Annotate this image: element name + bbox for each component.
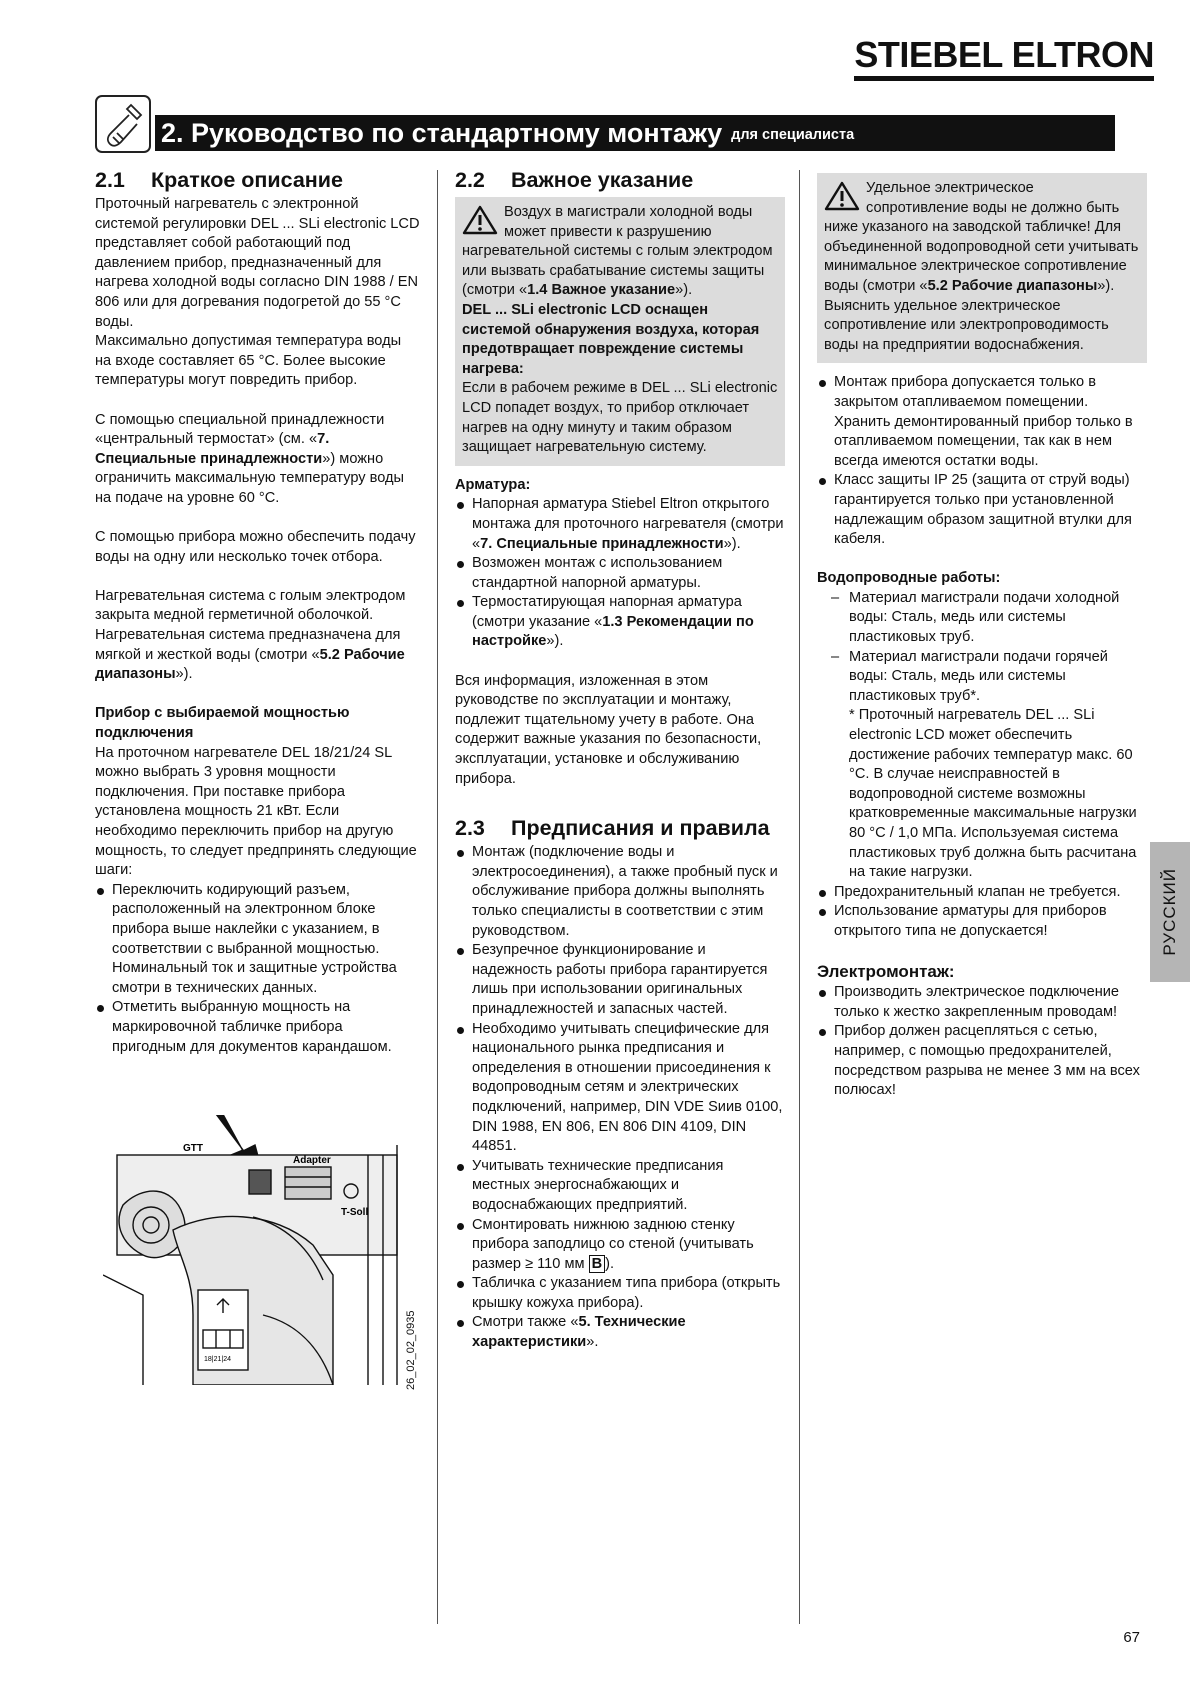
list-item: – Материал магистрали подачи горячей воды: Сталь, медь или системы пластиковых труб*.: [817, 648, 1147, 707]
section-heading-2-2: 2.2 Важное указание: [455, 168, 694, 192]
figure-label-gtt: GTT: [183, 1143, 203, 1154]
figure-label-sockets: 18|21|24: [204, 1356, 231, 1363]
brand-logo: STIEBEL ELTRON: [854, 36, 1154, 81]
list-item: Монтаж прибора допускается только в закрытом отапливаемом помещении. Хранить демонтированный прибор только в отапливаемом помещении, так как в нем всегда имеются остатки воды.: [817, 373, 1147, 471]
bullet-list: [817, 983, 1147, 1101]
figure-label-tsoll: T-Soll: [341, 1207, 369, 1218]
dimension-b-marker: B: [589, 1255, 606, 1273]
column-1: [95, 167, 420, 1057]
list-item: Отметить выбранную мощность на маркировочной табличке прибора пригодным для документов карандашом.: [95, 998, 420, 1057]
footnote: * Проточный нагреватель DEL ... SLi electronic LCD может обеспечить достижение рабочих температур макс. 60 °C. В случае неисправностей в водопроводной системе возможны кратковременные максимальные нагрузки 80 °C / 1,0 МПа. Используемая система пластиковых труб должна быть расчитана на такие нагрузки.: [849, 707, 1137, 881]
list-item: – Материал магистрали подачи холодной воды: Сталь, медь или системы пластиковых труб.: [817, 589, 1147, 648]
bullet-list: [455, 843, 785, 1352]
paragraph: Нагревательная система с голым электродом закрыта медной герметичной оболочкой. Нагревательная система предназначена для мягкой и жесткой воды (смотри «5.2 Рабочие диапазоны»).: [95, 587, 406, 683]
list-item: Переключить кодирующий разъем, расположенный на электронном блоке прибора выше наклейки с указанием, в соответствии с выбранной мощностью. Номинальный ток и защитные устройства смотри в технических данных.: [95, 881, 420, 999]
fittings-heading: Арматура:: [455, 476, 531, 493]
figure-label-adapter: Adapter: [293, 1155, 331, 1166]
chapter-title-bar: [155, 115, 1115, 151]
dash-list: [817, 589, 1147, 707]
section-heading-2-1: 2.1 Краткое описание: [95, 168, 343, 192]
warning-bold: DEL ... SLi electronic LCD оснащен системой обнаружения воздуха, которая предотвращает повреждение системы нагрева:: [462, 301, 760, 377]
list-item: Класс защиты IP 25 (защита от струй воды) гарантируется только при установленной надлежащим образом защитной втулки для кабеля.: [817, 471, 1147, 549]
device-electronics-figure: [103, 1115, 410, 1385]
list-item: Производить электрическое подключение только к жестко закрепленным проводам!: [817, 983, 1147, 1022]
warning-triangle-icon: [824, 181, 860, 211]
language-tab: РУССКИЙ: [1150, 842, 1190, 982]
list-item: Напорная арматура Stiebel Eltron открытого монтажа для проточного нагревателя (смотри «7. Специальные принадлежности»).: [455, 495, 785, 554]
chapter-title: 2. Руководство по стандартному монтажу: [161, 118, 723, 148]
list-item: Предохранительный клапан не требуется.: [817, 883, 1147, 903]
warning-box: Удельное электрическое сопротивление воды не должно быть ниже указаного на заводской табличке! Для объединенной водопроводной сети учитывать минимальное электрическое сопротивление воды (смотри «5.2 Рабочие диапазоны»). Выяснить удельное электрическое сопротивление или электропроводимость воды на предприятии водоснабжения.: [817, 173, 1147, 363]
list-item: Смотри также «5. Технические характеристики».: [455, 1313, 785, 1352]
paragraph: Вся информация, изложенная в этом руководстве по эксплуатации и монтажу, подлежит тщательному учету в работе. Она содержит важные указания по безопасности, эксплуатации, установке и обслуживанию прибора.: [455, 672, 762, 787]
list-item: Табличка с указанием типа прибора (открыть крышку кожуха прибора).: [455, 1274, 785, 1313]
list-item: Возможен монтаж с использованием стандартной напорной арматуры.: [455, 554, 785, 593]
list-item: Смонтировать нижнюю заднюю стенку прибора заподлицо со стеной (учитывать размер ≥ 110 мм B ).: [455, 1216, 785, 1275]
electro-heading: Электромонтаж:: [817, 962, 955, 982]
paragraph: С помощью специальной принадлежности «центральный термостат» (см. «7. Специальные принадлежности») можно ограничить максимальную температуру воды на подаче на уровне 60 °C.: [95, 411, 405, 506]
list-item: Учитывать технические предписания местных энергоснабжающих и водоснабжающих предприятий.: [455, 1157, 785, 1216]
figure-code: 26_02_02_0935: [405, 1310, 417, 1390]
paragraph: На проточном нагревателе DEL 18/21/24 SL можно выбрать 3 уровня мощности подключения. При поставке прибора установлена мощность 21 кВт. Если необходимо переключить прибор на другую мощность, то следует предпринять следующие шаги:: [95, 744, 417, 879]
bullet-list: [455, 495, 785, 652]
paragraph: Проточный нагреватель с электронной системой регулировки DEL ... SLi electronic LCD представляет собой работающий под давлением прибор, предназначенный для нагрева холодной воды согласно DIN 1988 / EN 806 или для догревания подогретой до 55 °C воды.: [95, 196, 420, 330]
column-divider: [437, 170, 438, 1624]
chapter-subtitle: для специалиста: [731, 127, 855, 144]
list-item: Термостатирующая напорная арматура (смотри указание «1.3 Рекомендации по настройке»).: [455, 593, 785, 652]
list-item: Монтаж (подключение воды и электросоединения), а также пробный пуск и обслуживание прибора должны выполнять только специалисты в соответствии с этим руководством.: [455, 843, 785, 941]
screwdriver-icon: [95, 95, 151, 153]
section-heading-2-3: 2.3 Предписания и правила: [455, 816, 770, 841]
bullet-list: [817, 373, 1147, 549]
warning-triangle-icon: [462, 205, 498, 235]
page-number: 67: [1123, 1629, 1140, 1646]
paragraph: С помощью прибора можно обеспечить подачу воды на одну или несколько точек отбора.: [95, 529, 416, 565]
list-item: Необходимо учитывать специфические для национального рынка предписания и определения в отношении присоединения к водопроводным сетям и электрических подключений, например, DIN VDE Sᴎᴎʙ 0100, DIN 1988, EN 806, EN 806 DIN 4109, DIN 44851.: [455, 1020, 785, 1157]
column-divider: [799, 170, 800, 1624]
power-heading: Прибор с выбираемой мощностью подключения: [95, 705, 350, 742]
plumbing-heading: Водопроводные работы:: [817, 570, 1001, 587]
paragraph: Максимально допустимая температура воды на входе составляет 65 °C. Более высокие температуры могут повредить прибор.: [95, 333, 402, 389]
warning-box: Воздух в магистрали холодной воды может привести к разрушению нагревательной системы с голым электродом или вызвать срабатывание системы защиты (смотри «1.4 Важное указание»). DEL ... SLi electronic LCD оснащен системой обнаружения воздуха, которая предотвращает повреждение системы нагрева: Если в рабочем режиме в DEL ... SLi electronic LCD попадет воздух, то прибор отключает нагрев на одну минуту и таким образом защищает нагревательную систему.: [455, 197, 785, 466]
bullet-list: [817, 883, 1147, 942]
column-3: [817, 167, 1147, 1101]
list-item: Использование арматуры для приборов открытого типа не допускается!: [817, 902, 1147, 941]
bullet-list: [95, 881, 420, 1057]
list-item: Прибор должен расцепляться с сетью, например, с помощью предохранителей, посредством разрыва не менее 3 мм на всех полюсах!: [817, 1022, 1147, 1100]
list-item: Безупречное функционирование и надежность работы прибора гарантируется лишь при использовании оригинальных принадлежностей и запасных частей.: [455, 941, 785, 1019]
column-2: [455, 167, 785, 1353]
